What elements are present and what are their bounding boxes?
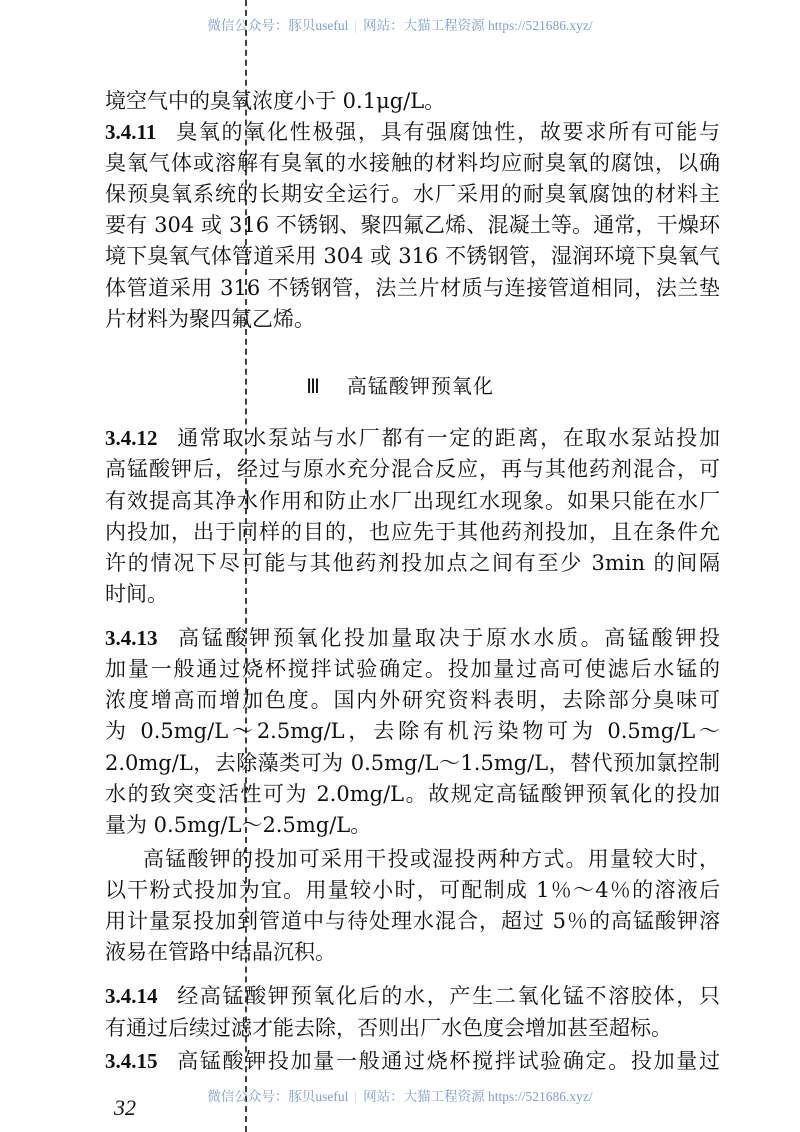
watermark-wechat: 微信公众号：豚贝useful [207,18,349,33]
clause-line [105,1048,720,1074]
clause-number: 3.4.15 [105,1049,158,1073]
page-number: 32 [114,1095,136,1120]
line-text: 时间。 [105,582,168,606]
text-line [105,275,720,301]
line-text: 臭氧的氧化性极强，具有强腐蚀性，故要求所有可能与 [174,120,720,144]
watermark-separator: | [354,1089,358,1104]
line-text: 体管道采用 316 不锈钢管，法兰片材质与连接管道相同，法兰垫 [105,276,720,300]
line-text: 许的情况下尽可能与其他药剂投加点之间有至少 3min 的间隔 [105,551,720,575]
text-line [105,908,720,934]
line-text: 2.0mg/L，去除藻类可为 0.5mg/L～1.5mg/L，替代预加氯控制 [105,751,720,775]
text-line [105,1015,720,1041]
line-text: 通常取水泵站与水厂都有一定的距离，在取水泵站投加 [175,426,720,450]
clause-line [105,425,720,451]
text-line [105,812,720,838]
text-line [105,750,720,776]
line-text: 经高锰酸钾预氧化后的水，产生二氧化锰不溶胶体，只 [175,984,720,1008]
line-text: 量为 0.5mg/L～2.5mg/L。 [105,813,372,837]
line-text: 浓度增高而增加色度。国内外研究资料表明，去除部分臭味可 [105,688,720,712]
text-line [105,581,720,607]
clause-line [105,119,720,145]
line-text: 臭氧气体或溶解有臭氧的水接触的材料均应耐臭氧的腐蚀，以确 [105,151,720,175]
text-line [105,687,720,713]
text-line [105,306,720,332]
clause-line [105,625,720,651]
line-text: 内投加，出于同样的目的，也应先于其他药剂投加，且在条件允 [105,520,720,544]
line-text: 以干粉式投加为宜。用量较小时，可配制成 1％～4％的溶液后 [105,878,720,902]
text-line [105,243,720,269]
text-line [105,88,720,114]
line-text: 高锰酸钾预氧化投加量取决于原水水质。高锰酸钾投 [175,626,720,650]
text-line [105,939,720,965]
text-line [105,212,720,238]
line-text: 境空气中的臭氧浓度小于 0.1μg/L。 [105,89,446,113]
line-text: 要有 304 或 316 不锈钢、聚四氟乙烯、混凝土等。通常，干燥环 [105,213,720,237]
clause-number: 3.4.12 [105,426,158,450]
line-text: 有效提高其净水作用和防止水厂出现红水现象。如果只能在水厂 [105,489,720,513]
text-line [105,488,720,514]
line-text: 液易在管路中结晶沉积。 [105,940,336,964]
text-line [105,550,720,576]
line-text: 水的致突变活性可为 2.0mg/L。故规定高锰酸钾预氧化的投加 [105,782,720,806]
text-line [105,877,720,903]
line-text: 有通过后续过滤才能去除，否则出厂水色度会增加甚至超标。 [105,1016,672,1040]
watermark-separator: | [354,18,358,33]
watermark-top [0,14,800,34]
text-line [105,150,720,176]
line-text: 用计量泵投加到管道中与待处理水混合，超过 5％的高锰酸钾溶 [105,909,720,933]
text-line [105,656,720,682]
line-text: 高锰酸钾的投加可采用干投或湿投两种方式。用量较大时， [143,847,720,871]
line-text: 为 0.5mg/L～2.5mg/L，去除有机污染物可为 0.5mg/L～ [105,719,720,743]
text-line [105,781,720,807]
section-roman-numeral: Ⅲ [306,376,321,398]
line-text: 高锰酸钾投加量一般通过烧杯搅拌试验确定。投加量过 [175,1049,720,1073]
text-line [105,846,720,872]
watermark-website: 网站：大猫工程资源 https://521686.xyz/ [363,1089,593,1104]
text-line [105,519,720,545]
text-line [105,181,720,207]
clause-line [105,983,720,1009]
watermark-wechat: 微信公众号：豚贝useful [207,1089,349,1104]
watermark-website: 网站：大猫工程资源 https://521686.xyz/ [363,18,593,33]
clause-number: 3.4.13 [105,626,158,650]
line-text: 境下臭氧气体管道采用 304 或 316 不锈钢管，湿润环境下臭氧气 [105,244,720,268]
line-text: 高锰酸钾后，经过与原水充分混合反应，再与其他药剂混合，可 [105,457,720,481]
line-text: 加量一般通过烧杯搅拌试验确定。投加量过高可使滤后水锰的 [105,657,720,681]
clause-number: 3.4.11 [105,120,157,144]
text-line [105,718,720,744]
clause-number: 3.4.14 [105,984,158,1008]
section-heading [0,370,800,399]
section-title: 高锰酸钾预氧化 [346,374,494,398]
line-text: 保预臭氧系统的长期安全运行。水厂采用的耐臭氧腐蚀的材料主 [105,182,720,206]
line-text: 片材料为聚四氟乙烯。 [105,307,315,331]
text-line [105,456,720,482]
